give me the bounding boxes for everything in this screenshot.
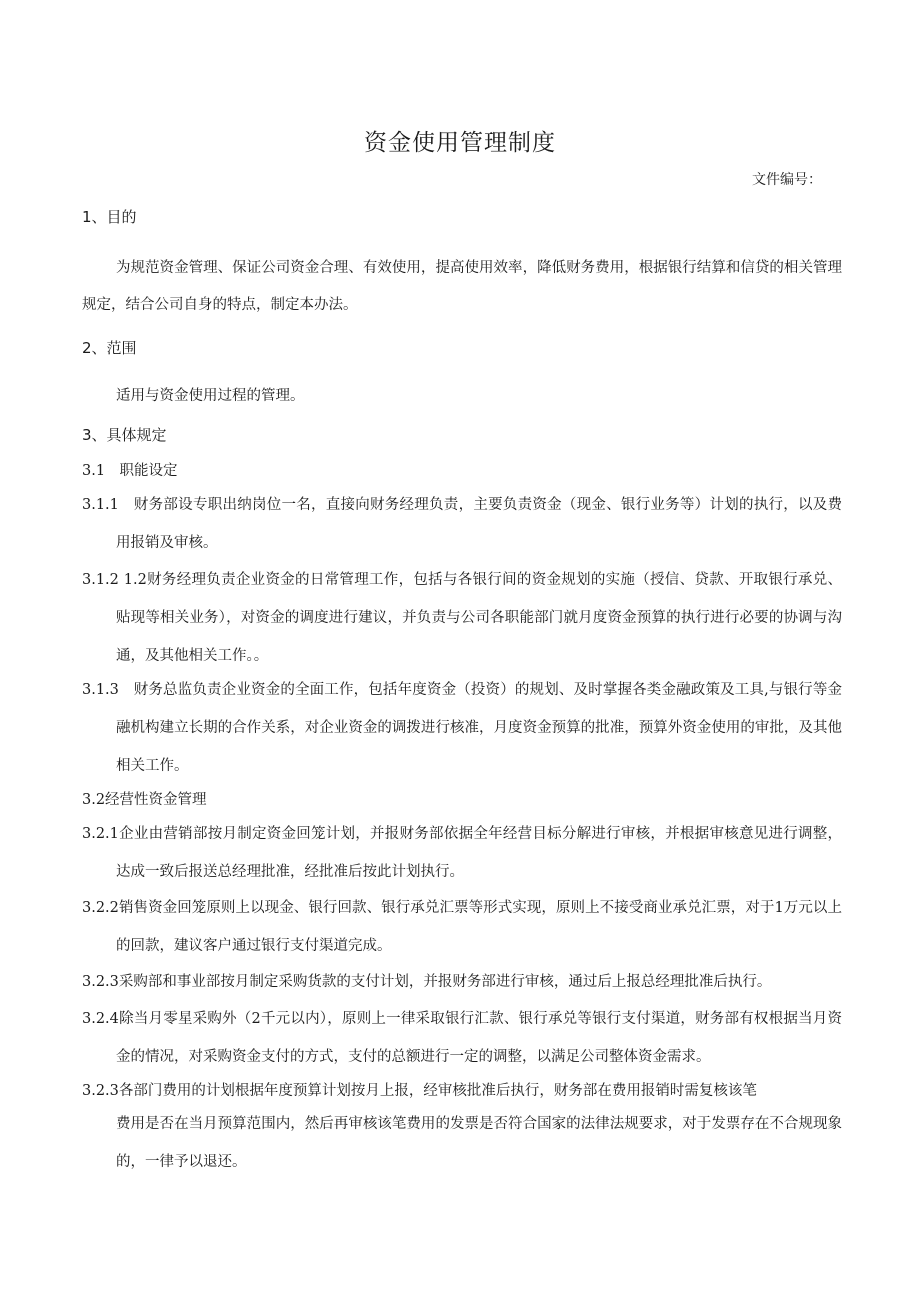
clause-3-2-3-expenses-rest: 费用是否在当月预算范围内，然后再审核该笔费用的发票是否符合国家的法律法规要求，对于发票存在不合规现象的，一律予以退还。 xyxy=(116,1116,842,1170)
section-2-body: 适用与资金使用过程的管理。 xyxy=(116,388,305,404)
section-1-heading: 1、目的 xyxy=(82,208,137,226)
clause-3-2-1: 3.2.1企业由营销部按月制定资金回笼计划，并报财务部依据全年经营目标分解进行审核，并根据审核意见进行调整，达成一致后报送总经理批准，经批准后按此计划执行。 xyxy=(82,826,842,880)
clause-3-1-3: 3.1.3 财务总监负责企业资金的全面工作，包括年度资金（投资）的规划、及时掌握各类金融政策及工具,与银行等金融机构建立长期的合作关系，对企业资金的调拨进行核准，月度资金预算的批准，预算外资金使用的审批，及其他相关工作。 xyxy=(82,682,842,774)
section-1-body: 为规范资金管理、保证公司资金合理、有效使用，提高使用效率，降低财务费用，根据银行结算和信贷的相关管理规定，结合公司自身的特点，制定本办法。 xyxy=(82,260,842,313)
clause-3-1-2: 3.1.2 1.2财务经理负责企业资金的日常管理工作，包括与各银行间的资金规划的实施（授信、贷款、开取银行承兑、贴现等相关业务），对资金的调度进行建议，并负责与公司各职能部门就月度资金预算的执行进行必要的协调与沟通，及其他相关工作。。 xyxy=(82,572,842,664)
document-title: 资金使用管理制度 xyxy=(364,130,556,156)
section-2-heading: 2、范围 xyxy=(82,339,137,357)
clause-3-1-1: 3.1.1 财务部设专职出纳岗位一名，直接向财务经理负责，主要负责资金（现金、银行业务等）计划的执行，以及费用报销及审核。 xyxy=(82,497,842,551)
clause-3-2-3-procurement: 3.2.3采购部和事业部按月制定采购货款的支付计划，并报财务部进行审核，通过后上报总经理批准后执行。 xyxy=(82,974,772,990)
clause-3-2-3-expenses-line1: 3.2.3各部门费用的计划根据年度预算计划按月上报，经审核批准后执行，财务部在费用报销时需复核该笔 xyxy=(82,1083,757,1099)
document-number-label: 文件编号： xyxy=(752,172,822,188)
clause-3-2-4: 3.2.4除当月零星采购外（2千元以内），原则上一律采取银行汇款、银行承兑等银行支付渠道，财务部有权根据当月资金的情况，对采购资金支付的方式，支付的总额进行一定的调整，以满足公司整体资金需求。 xyxy=(82,1011,842,1065)
clause-3-2-2: 3.2.2销售资金回笼原则上以现金、银行回款、银行承兑汇票等形式实现，原则上不接受商业承兑汇票，对于1万元以上的回款，建议客户通过银行支付渠道完成。 xyxy=(82,900,842,954)
section-3-2-heading: 3.2经营性资金管理 xyxy=(82,792,207,808)
section-3-heading: 3、具体规定 xyxy=(82,426,167,444)
section-3-1-heading: 3.1 职能设定 xyxy=(82,463,178,479)
